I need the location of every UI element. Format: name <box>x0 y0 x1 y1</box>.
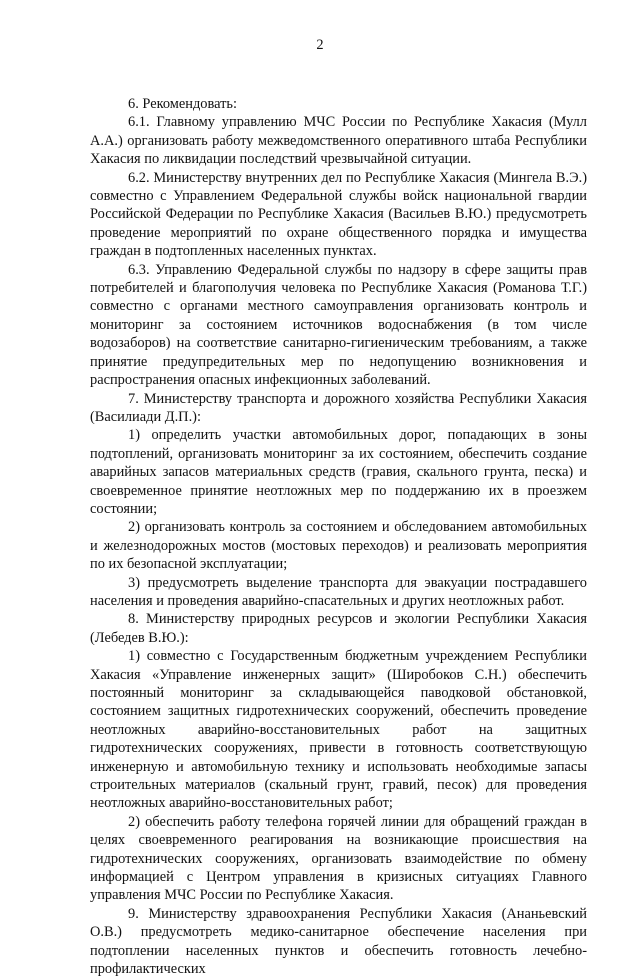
page-number: 2 <box>316 37 324 53</box>
paragraph-6-1: 6.1. Главному управлению МЧС России по Республике Хакасия (Мулл А.А.) организовать работу межведомственного оперативного штаба Республики Хакасия по ликвидации последствий чрезвычайной ситуации. <box>90 114 587 168</box>
paragraph-8: 8. Министерству природных ресурсов и экологии Республики Хакасия (Лебедев В.Ю.): <box>90 611 587 646</box>
paragraph-7-3: 3) предусмотреть выделение транспорта для эвакуации пострадавшего населения и проведения аварийно-спасательных и других неотложных работ. <box>90 574 587 609</box>
paragraph-8-2: 2) обеспечить работу телефона горячей линии для обращений граждан в целях своевременного реагирования на возникающие происшествия на гидротехнических сооружениях, организовать взаимодействие по обмену информацией с Центром управления в кризисных ситуациях Главного управления МЧС России по Республике Хакасия. <box>90 813 587 904</box>
document-body <box>90 95 587 978</box>
paragraph-7-2: 2) организовать контроль за состоянием и обследованием автомобильных и железнодорожных мостов (мостовых переходов) и реализовать мероприятия по их безопасной эксплуатации; <box>90 519 587 573</box>
paragraph-9: 9. Министерству здравоохранения Республики Хакасия (Ананьевский О.В.) предусмотреть медико-санитарное обеспечение населения при подтоплении населенных пунктов и обеспечить готовность лечебно-профилактических <box>90 905 587 978</box>
paragraph-7: 7. Министерству транспорта и дорожного хозяйства Республики Хакасия (Василиади Д.П.): <box>90 390 587 425</box>
paragraph-8-1: 1) совместно с Государственным бюджетным учреждением Республики Хакасия «Управление инженерных защит» (Широбоков С.Н.) обеспечить постоянный мониторинг за складывающейся паводковой обстановкой, состоянием защитных гидротехнических сооружений, обеспечить проведение неотложных аварийно-восстановительных работ на защитных гидротехнических сооружениях, привести в готовность соответствующую инженерную и автомобильную технику и использовать необходимые запасы строительных материалов (скальный грунт, гравий, песок) для проведения неотложных аварийно-восстановительных работ; <box>90 648 587 812</box>
paragraph-6-2: 6.2. Министерству внутренних дел по Республике Хакасия (Мингела В.Э.) совместно с Управлением Федеральной службы войск национальной гвардии Российской Федерации по Республике Хакасия (Васильев В.Ю.) предусмотреть проведение мероприятий по охране общественного порядка и имущества граждан в подтопленных населенных пунктах. <box>90 169 587 260</box>
paragraph-7-1: 1) определить участки автомобильных дорог, попадающих в зоны подтоплений, организовать мониторинг за их состоянием, обеспечить создание аварийных запасов материальных средств (гравия, скального грунта, песка) и своевременное принятие неотложных мер по поддержанию их в проезжем состоянии; <box>90 427 587 517</box>
paragraph-6-recommend: 6. Рекомендовать: <box>128 96 237 112</box>
paragraph-6-3: 6.3. Управлению Федеральной службы по надзору в сфере защиты прав потребителей и благополучия человека по Республике Хакасия (Романова Т.Г.) совместно с органами местного самоуправления организовать контроль и мониторинг за состоянием источников водоснабжения (в том числе водозаборов) на соответствие санитарно-гигиеническим требованиям, а также принятие предупредительных мер по недопущению возникновения и распространения опасных инфекционных заболеваний. <box>90 261 587 389</box>
